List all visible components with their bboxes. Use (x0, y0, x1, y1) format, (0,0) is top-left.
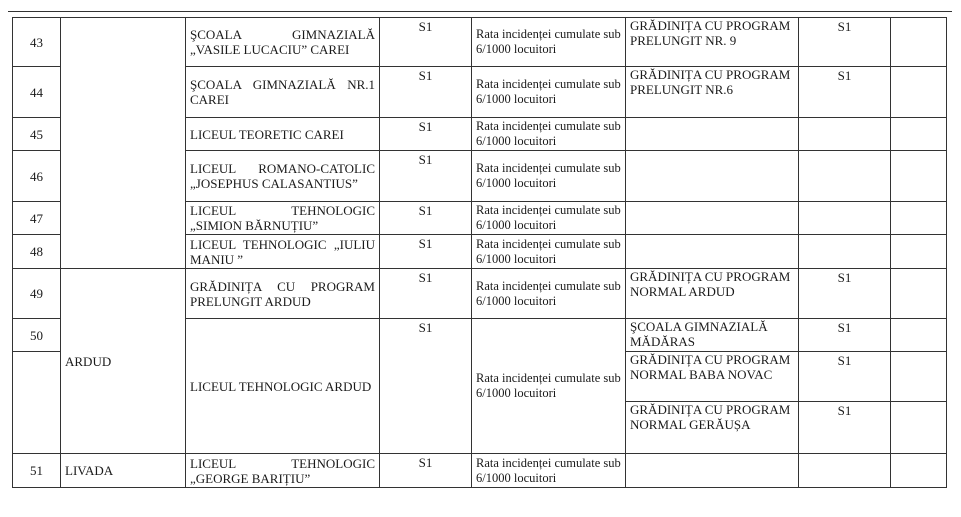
scenario-cell: S1 (380, 151, 472, 202)
linked-scenario: S1 (799, 402, 891, 454)
linked-scenario (799, 118, 891, 151)
scenario-cell: S1 (380, 235, 472, 269)
linked-scenario: S1 (799, 352, 891, 402)
scenario-cell: S1 (380, 67, 472, 118)
linked-unit (626, 235, 799, 269)
linked-unit: GRĂDINIȚA CU PROGRAM PRELUNGIT NR.6 (626, 67, 799, 118)
school-name: LICEUL TEHNOLOGIC „GEORGE BARIȚIU” (186, 454, 380, 488)
linked-unit: GRĂDINIȚA CU PROGRAM NORMAL ARDUD (626, 269, 799, 319)
empty-cell (891, 18, 947, 67)
empty-cell (891, 352, 947, 402)
school-name: GRĂDINIȚA CU PROGRAM PRELUNGIT ARDUD (186, 269, 380, 319)
linked-unit (626, 454, 799, 488)
row-number: 43 (13, 18, 61, 67)
school-name: LICEUL TEHNOLOGIC ARDUD (186, 319, 380, 454)
locality-cell: ARDUD (61, 269, 186, 454)
linked-scenario: S1 (799, 269, 891, 319)
school-name: LICEUL ROMANO-CATOLIC „JOSEPHUS CALASANTIUS” (186, 151, 380, 202)
empty-cell (891, 402, 947, 454)
row-number: 45 (13, 118, 61, 151)
table-row (13, 269, 947, 319)
scenario-cell: S1 (380, 319, 472, 454)
empty-cell (891, 235, 947, 269)
empty-cell (891, 118, 947, 151)
row-number-continuation (13, 352, 61, 454)
scenario-cell: S1 (380, 18, 472, 67)
row-number: 48 (13, 235, 61, 269)
linked-scenario (799, 454, 891, 488)
scenario-cell: S1 (380, 454, 472, 488)
locality-cell: LIVADA (61, 454, 186, 488)
school-name: LICEUL TEHNOLOGIC „IULIU MANIU ” (186, 235, 380, 269)
linked-scenario: S1 (799, 319, 891, 352)
linked-scenario (799, 151, 891, 202)
empty-cell (891, 202, 947, 235)
table-row (13, 454, 947, 488)
linked-scenario (799, 202, 891, 235)
criterion-cell: Rata incidenței cumulate sub 6/1000 locuitori (472, 269, 626, 319)
page-top-rule (8, 11, 952, 12)
empty-cell (891, 151, 947, 202)
criterion-cell: Rata incidenței cumulate sub 6/1000 locuitori (472, 319, 626, 454)
school-name: LICEUL TEORETIC CAREI (186, 118, 380, 151)
row-number: 44 (13, 67, 61, 118)
linked-unit (626, 151, 799, 202)
criterion-cell: Rata incidenței cumulate sub 6/1000 locuitori (472, 18, 626, 67)
criterion-cell: Rata incidenței cumulate sub 6/1000 locuitori (472, 118, 626, 151)
scenario-cell: S1 (380, 269, 472, 319)
row-number: 50 (13, 319, 61, 352)
criterion-cell: Rata incidenței cumulate sub 6/1000 locuitori (472, 454, 626, 488)
table-row (13, 18, 947, 67)
linked-scenario: S1 (799, 18, 891, 67)
linked-scenario (799, 235, 891, 269)
criterion-cell: Rata incidenței cumulate sub 6/1000 locuitori (472, 67, 626, 118)
scenario-cell: S1 (380, 118, 472, 151)
school-name: ŞCOALA GIMNAZIALĂ „VASILE LUCACIU” CAREI (186, 18, 380, 67)
schools-scenario-table (12, 17, 947, 488)
linked-unit: GRĂDINIȚA CU PROGRAM NORMAL BABA NOVAC (626, 352, 799, 402)
school-name: LICEUL TEHNOLOGIC „SIMION BĂRNUȚIU” (186, 202, 380, 235)
school-name: ŞCOALA GIMNAZIALĂ NR.1 CAREI (186, 67, 380, 118)
linked-unit (626, 202, 799, 235)
row-number: 47 (13, 202, 61, 235)
row-number: 46 (13, 151, 61, 202)
criterion-cell: Rata incidenței cumulate sub 6/1000 locuitori (472, 151, 626, 202)
row-number: 51 (13, 454, 61, 488)
scenario-cell: S1 (380, 202, 472, 235)
linked-unit (626, 118, 799, 151)
empty-cell (891, 319, 947, 352)
linked-scenario: S1 (799, 67, 891, 118)
linked-unit: GRĂDINIȚA CU PROGRAM PRELUNGIT NR. 9 (626, 18, 799, 67)
criterion-cell: Rata incidenței cumulate sub 6/1000 locuitori (472, 202, 626, 235)
linked-unit: ŞCOALA GIMNAZIALĂ MĂDĂRAS (626, 319, 799, 352)
row-number: 49 (13, 269, 61, 319)
locality-cell (61, 18, 186, 269)
empty-cell (891, 67, 947, 118)
linked-unit: GRĂDINIȚA CU PROGRAM NORMAL GERĂUȘA (626, 402, 799, 454)
empty-cell (891, 269, 947, 319)
criterion-cell: Rata incidenței cumulate sub 6/1000 locuitori (472, 235, 626, 269)
empty-cell (891, 454, 947, 488)
